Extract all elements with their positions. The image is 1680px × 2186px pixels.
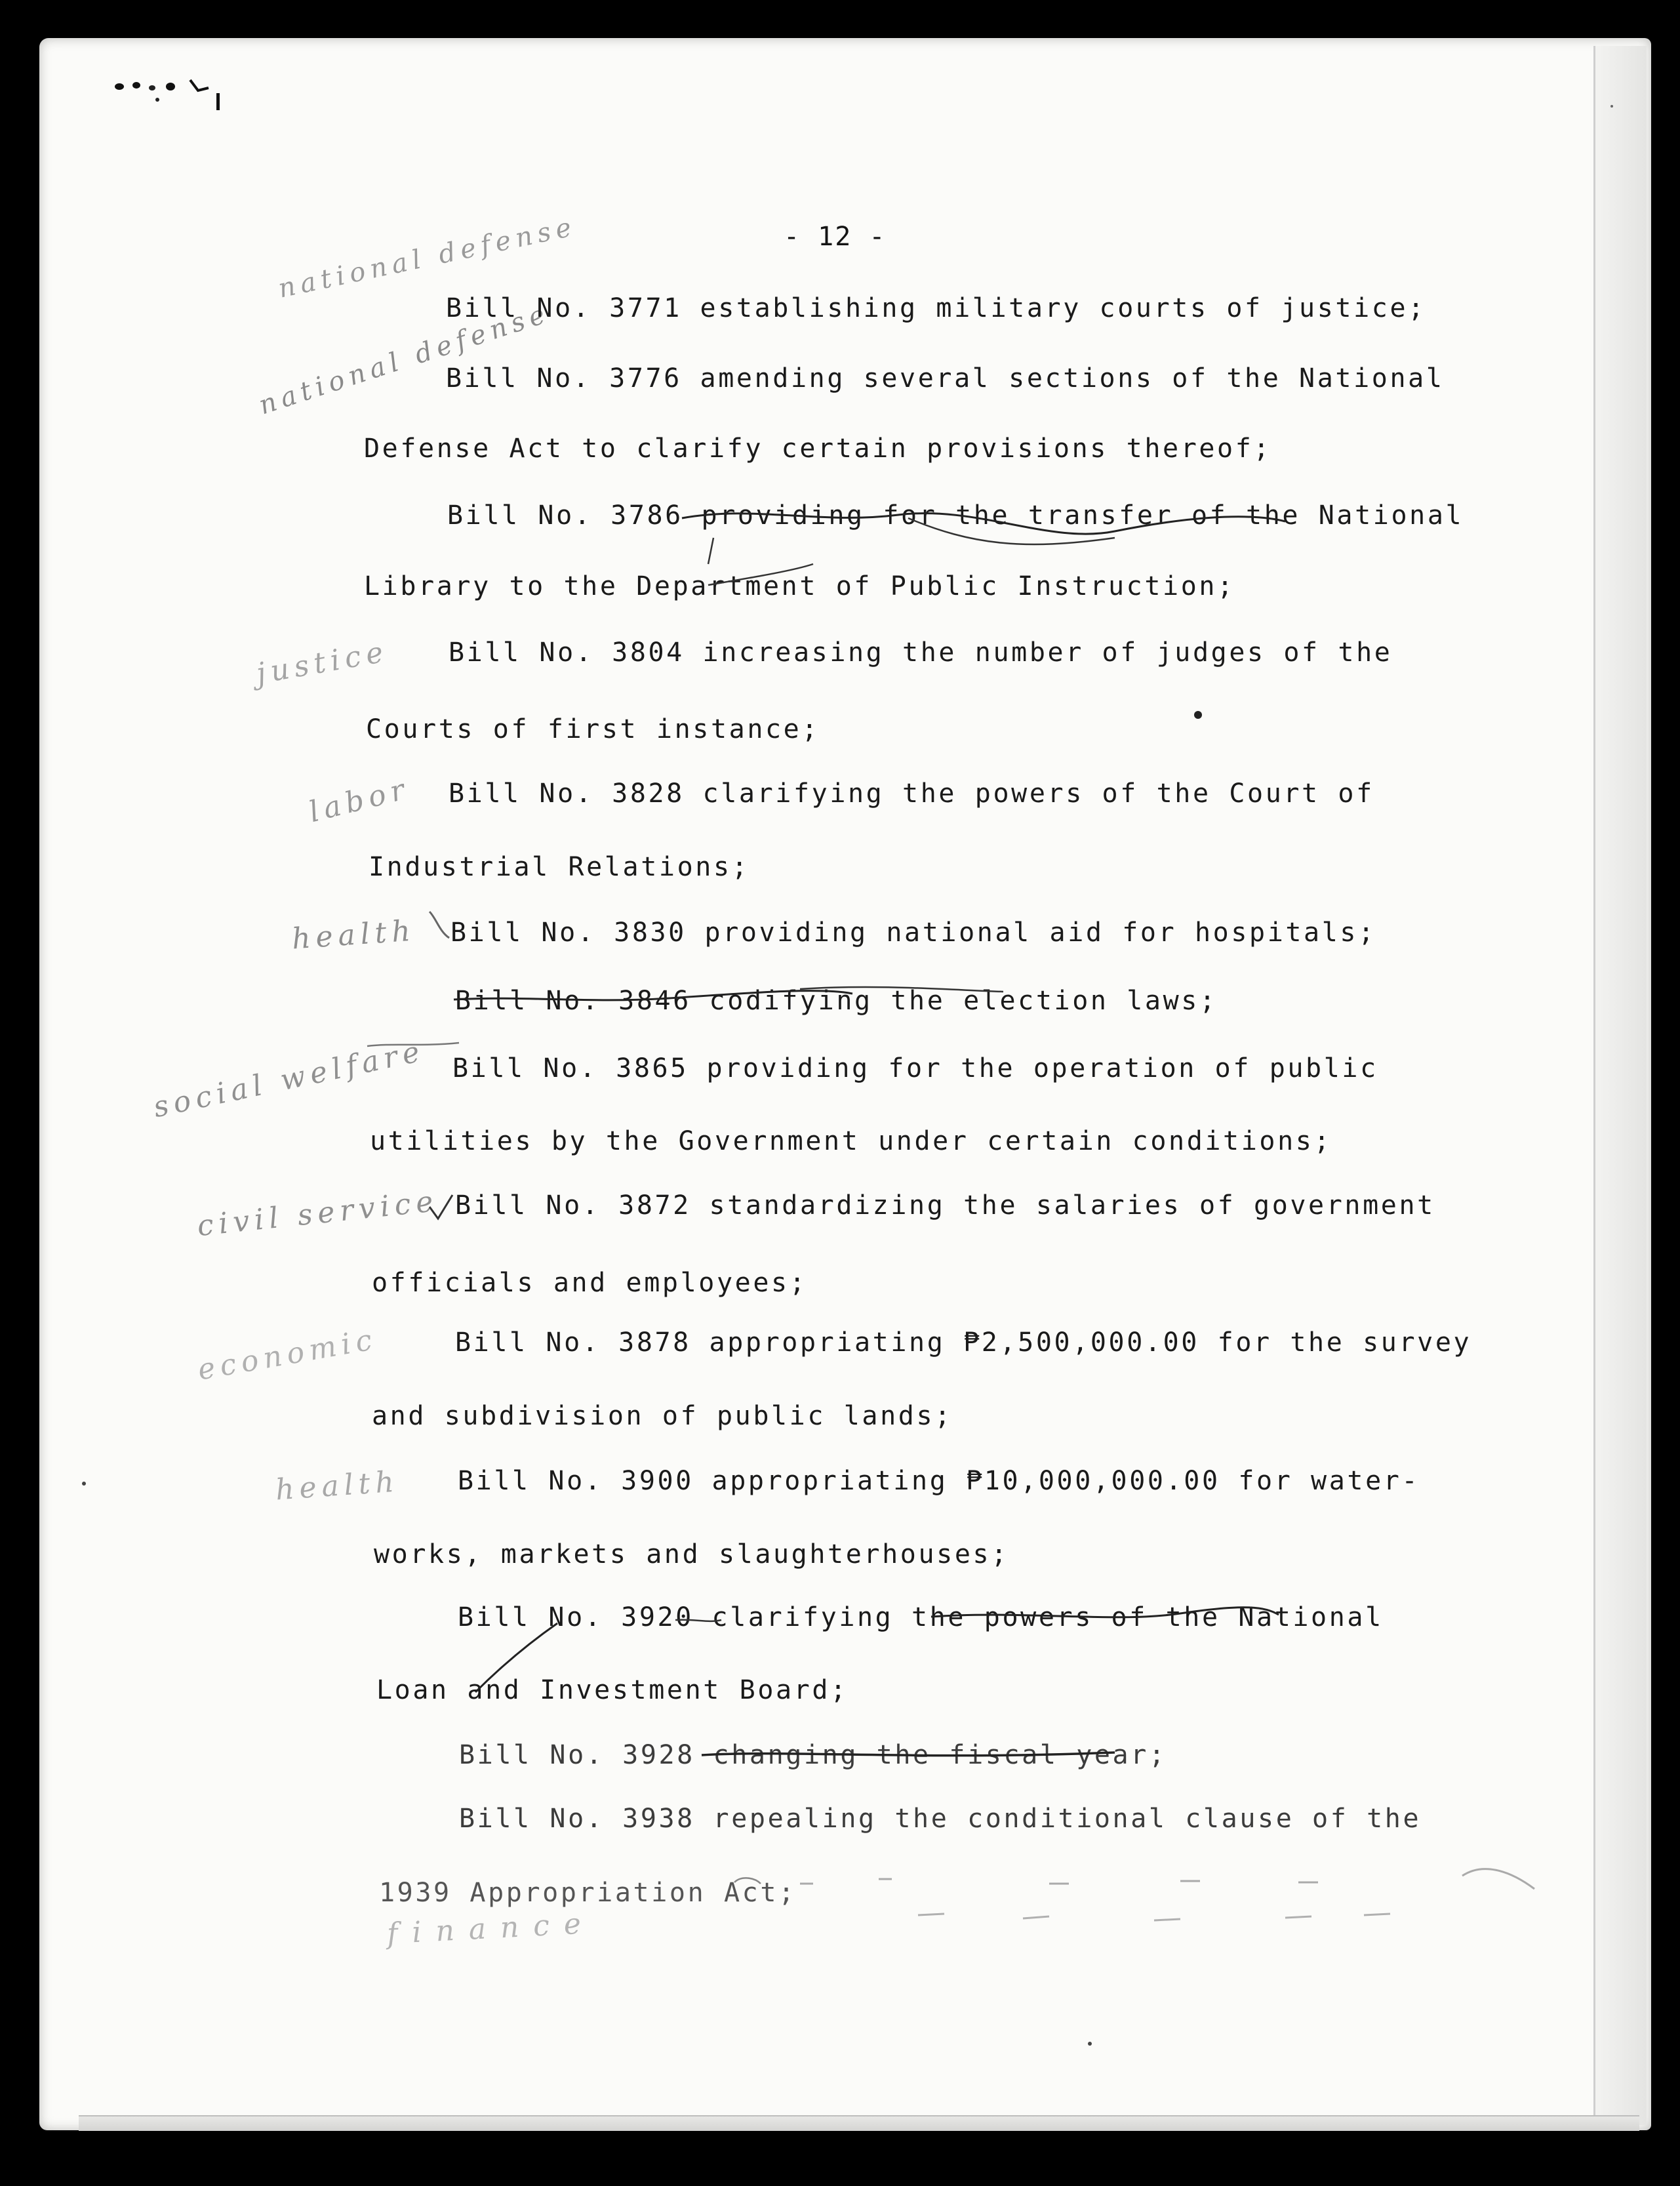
text-line: Bill No. 3928 changing the fiscal year; [459,1740,1167,1770]
text-line: Bill No. 3878 appropriating ₱2,500,000.00 for the survey [455,1327,1472,1358]
text-line: 1939 Appropriation Act; [379,1878,797,1908]
text-line: Bill No. 3865 providing for the operation of public [452,1053,1378,1083]
text-line: Library to the Department of Public Instruction; [364,571,1235,601]
text-line: Bill No. 3846 codifying the election laws; [455,986,1218,1016]
page-number: - 12 - [784,222,887,252]
margin-note: health [274,1465,401,1507]
text-line: Loan and Investment Board; [376,1675,849,1705]
text-line: Bill No. 3920 clarifying the powers of the National [458,1602,1384,1632]
page-right-edge [1593,46,1647,2125]
text-line: Bill No. 3786 providing for the transfer of the National [447,500,1464,531]
text-line: Bill No. 3830 providing national aid for hospitals; [450,918,1376,948]
text-line: Bill No. 3828 clarifying the powers of the Court of [449,779,1374,809]
margin-note: national defense [275,211,580,304]
text-line: and subdivision of public lands; [372,1401,953,1431]
text-line: Bill No. 3900 appropriating ₱10,000,000.00 for water- [458,1466,1420,1496]
text-line: Courts of first instance; [366,714,820,744]
margin-note: labor [306,771,413,830]
margin-note: finance [386,1906,597,1951]
text-line: Bill No. 3776 amending several sections of the National [446,363,1445,394]
text-line: Industrial Relations; [369,852,750,882]
page-bottom-edge [79,2115,1639,2131]
margin-note: national defense [255,298,554,421]
text-line: works, markets and slaughterhouses; [374,1539,1009,1569]
text-line: Bill No. 3938 repealing the conditional clause of the [459,1804,1422,1834]
corner-ink-marks [111,73,236,119]
text-line: Defense Act to clarify certain provisions thereof; [364,434,1272,464]
margin-note: health [290,914,417,956]
margin-note: economic [195,1322,380,1387]
text-line: officials and employees; [372,1268,808,1298]
margin-note: social welfare [150,1034,428,1125]
text-line: Bill No. 3872 standardizing the salaries of government [455,1190,1435,1221]
text-line: Bill No. 3771 establishing military courts of justice; [446,293,1426,323]
text-line: utilities by the Government under certain conditions; [370,1126,1332,1156]
margin-note: justice [254,634,391,691]
margin-note: civil service [195,1184,440,1244]
text-line: Bill No. 3804 increasing the number of judges of the [449,638,1393,668]
